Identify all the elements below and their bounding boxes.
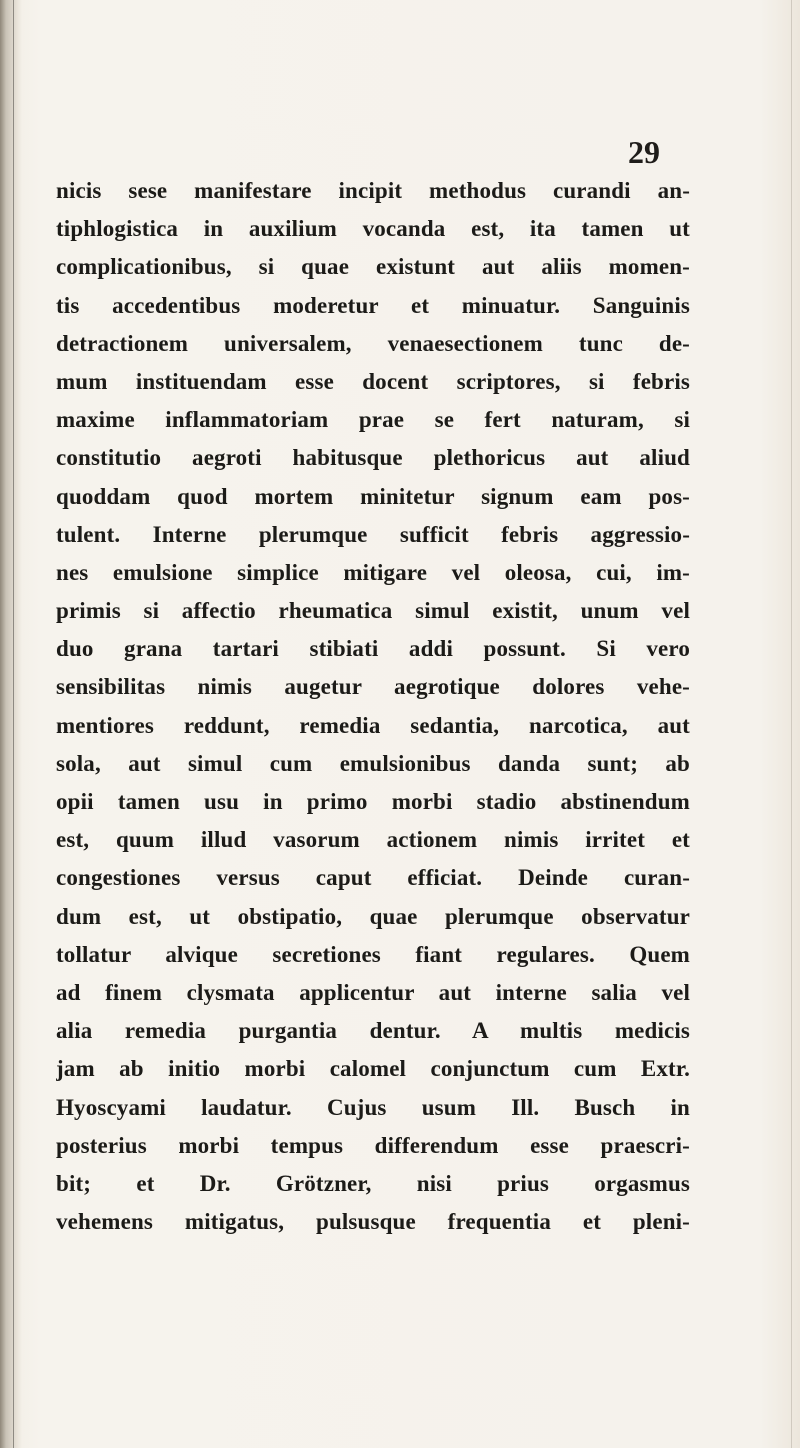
text-line: tis accedentibus moderetur et minuatur. Sanguinis — [56, 292, 690, 318]
text-line: bit; et Dr. Grötzner, nisi prius orgasmus — [56, 1170, 690, 1196]
text-line: est, quum illud vasorum actionem nimis irritet et — [56, 827, 690, 853]
page-right-edge — [791, 0, 792, 1448]
text-line: sensibilitas nimis augetur aegrotique dolores vehe- — [56, 674, 690, 700]
text-line: alia remedia purgantia dentur. A multis medicis — [56, 1018, 690, 1044]
text-line: jam ab initio morbi calomel conjunctum cum Extr. — [56, 1056, 690, 1082]
text-line: ad finem clysmata applicentur aut interne salia vel — [56, 979, 690, 1005]
text-line: sola, aut simul cum emulsionibus danda sunt; ab — [56, 750, 690, 776]
text-line: congestiones versus caput efficiat. Deinde curan- — [56, 865, 690, 891]
text-line: vehemens mitigatus, pulsusque frequentia et pleni- — [56, 1209, 690, 1235]
text-line: mentiores reddunt, remedia sedantia, narcotica, aut — [56, 712, 690, 738]
text-line: primis si affectio rheumatica simul existit, unum vel — [56, 598, 690, 624]
text-line: complicationibus, si quae existunt aut aliis momen- — [56, 254, 690, 280]
text-line: opii tamen usu in primo morbi stadio abstinendum — [56, 789, 690, 814]
page-binding-shadow — [0, 0, 22, 1448]
text-line: posterius morbi tempus differendum esse praescri- — [56, 1132, 690, 1158]
body-text — [56, 172, 690, 1398]
text-line: duo grana tartari stibiati addi possunt. Si vero — [56, 636, 690, 662]
text-line: Hyoscyami laudatur. Cujus usum Ill. Busch in — [56, 1094, 690, 1120]
text-line: mum instituendam esse docent scriptores, si febris — [56, 368, 690, 394]
text-line: maxime inflammatoriam prae se fert naturam, si — [56, 407, 690, 433]
text-line: nicis sese manifestare incipit methodus curandi an- — [56, 178, 690, 203]
text-line: quoddam quod mortem minitetur signum eam pos- — [56, 483, 690, 509]
text-line: nes emulsione simplice mitigare vel oleosa, cui, im- — [56, 559, 690, 585]
text-line: detractionem universalem, venaesectionem tunc de- — [56, 330, 690, 356]
text-line: tollatur alvique secretiones fiant regulares. Quem — [56, 941, 690, 967]
text-line: dum est, ut obstipatio, quae plerumque observatur — [56, 903, 690, 929]
page-number: 29 — [628, 134, 660, 170]
text-line: tiphlogistica in auxilium vocanda est, ita tamen ut — [56, 216, 690, 242]
page-binding-line — [13, 0, 14, 1448]
text-line: constitutio aegroti habitusque plethoricus aut aliud — [56, 445, 690, 471]
text-line: tulent. Interne plerumque sufficit febris aggressio- — [56, 521, 690, 547]
